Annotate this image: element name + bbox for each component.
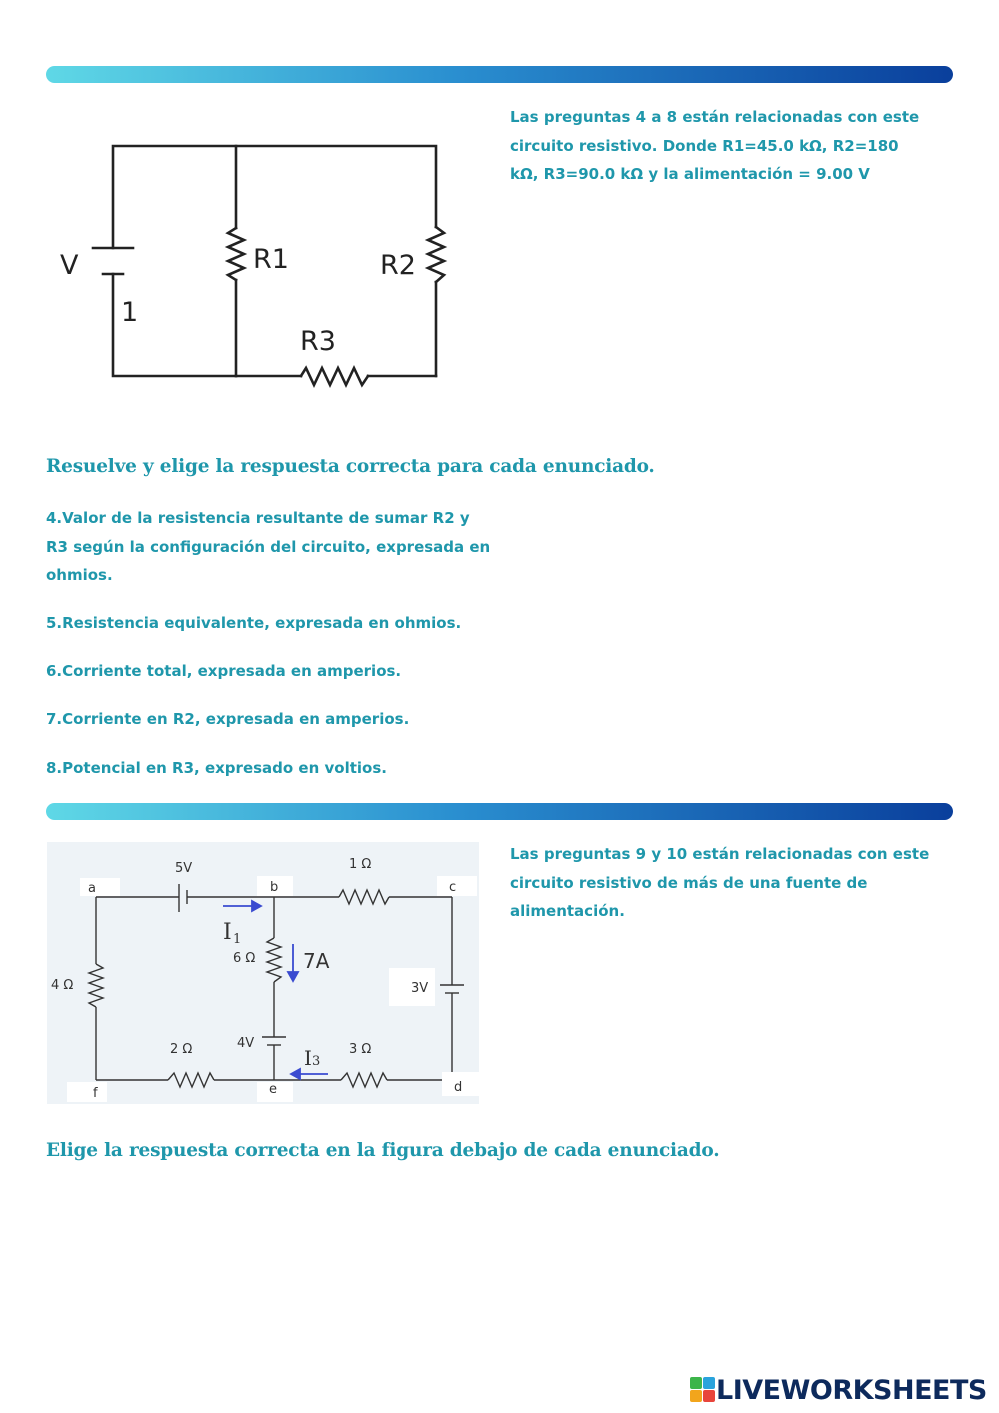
circuit2-node-f: f [93,1086,98,1101]
circuit2-label-3ohm: 3 Ω [349,1042,372,1057]
circuit2-label-i1: I [223,920,232,945]
circuit2-label-5v: 5V [175,861,193,876]
circuit2-label-7a: 7A [303,949,330,973]
circuit2-node-d: d [454,1080,463,1095]
liveworksheets-logo [690,1374,987,1406]
circuit1-label-r3: R3 [300,326,336,357]
circuit2-label-3v: 3V [411,981,429,996]
section1-heading: Resuelve y elige la respuesta correcta para cada enunciado. [46,456,655,477]
circuit2-label-i3: I [304,1046,312,1070]
circuit-diagram-2 [47,842,479,1104]
circuit1-label-r1: R1 [253,244,289,275]
question-8: 8.Potencial en R3, expresado en voltios. [46,759,387,777]
circuit2-label-6ohm: 6 Ω [233,951,256,966]
section1-intro: Las preguntas 4 a 8 están relacionadas con este circuito resistivo. Donde R1=45.0 kΩ, R2=180 kΩ, R3=90.0 kΩ y la alimentación = 9.00 V [510,108,920,183]
circuit2-node-e: e [269,1082,277,1097]
question-4: 4.Valor de la resistencia resultante de sumar R2 y R3 según la configuración del circuito, expresada en ohmios. [46,509,491,584]
question-7: 7.Corriente en R2, expresada en amperios. [46,710,410,728]
liveworksheets-wordmark: LIVEWORKSHEETS [716,1374,987,1406]
circuit2-label-i1-sub: 1 [233,932,242,947]
liveworksheets-logo-icon [690,1377,716,1403]
question-5: 5.Resistencia equivalente, expresada en ohmios. [46,614,462,632]
circuit1-label-one: 1 [121,297,139,328]
circuit2-label-1ohm: 1 Ω [349,857,372,872]
circuit2-node-a: a [88,881,96,896]
top-divider-bar [46,66,953,83]
question-6: 6.Corriente total, expresada en amperios. [46,662,402,680]
circuit2-label-i3-sub: 3 [312,1054,321,1069]
circuit1-label-r2: R2 [380,250,416,281]
section2-heading: Elige la respuesta correcta en la figura debajo de cada enunciado. [46,1140,720,1161]
circuit2-label-4ohm: 4 Ω [51,978,74,993]
circuit2-node-b: b [270,880,279,895]
circuit2-label-4v: 4V [237,1036,255,1051]
circuit-diagram-1 [46,130,486,400]
section2-intro: Las preguntas 9 y 10 están relacionadas con este circuito resistivo de más de una fuente de alimentación. [510,845,930,920]
circuit2-label-2ohm: 2 Ω [170,1042,193,1057]
middle-divider-bar [46,803,953,820]
circuit2-node-c: c [449,880,457,895]
circuit1-label-v: V [60,250,79,281]
